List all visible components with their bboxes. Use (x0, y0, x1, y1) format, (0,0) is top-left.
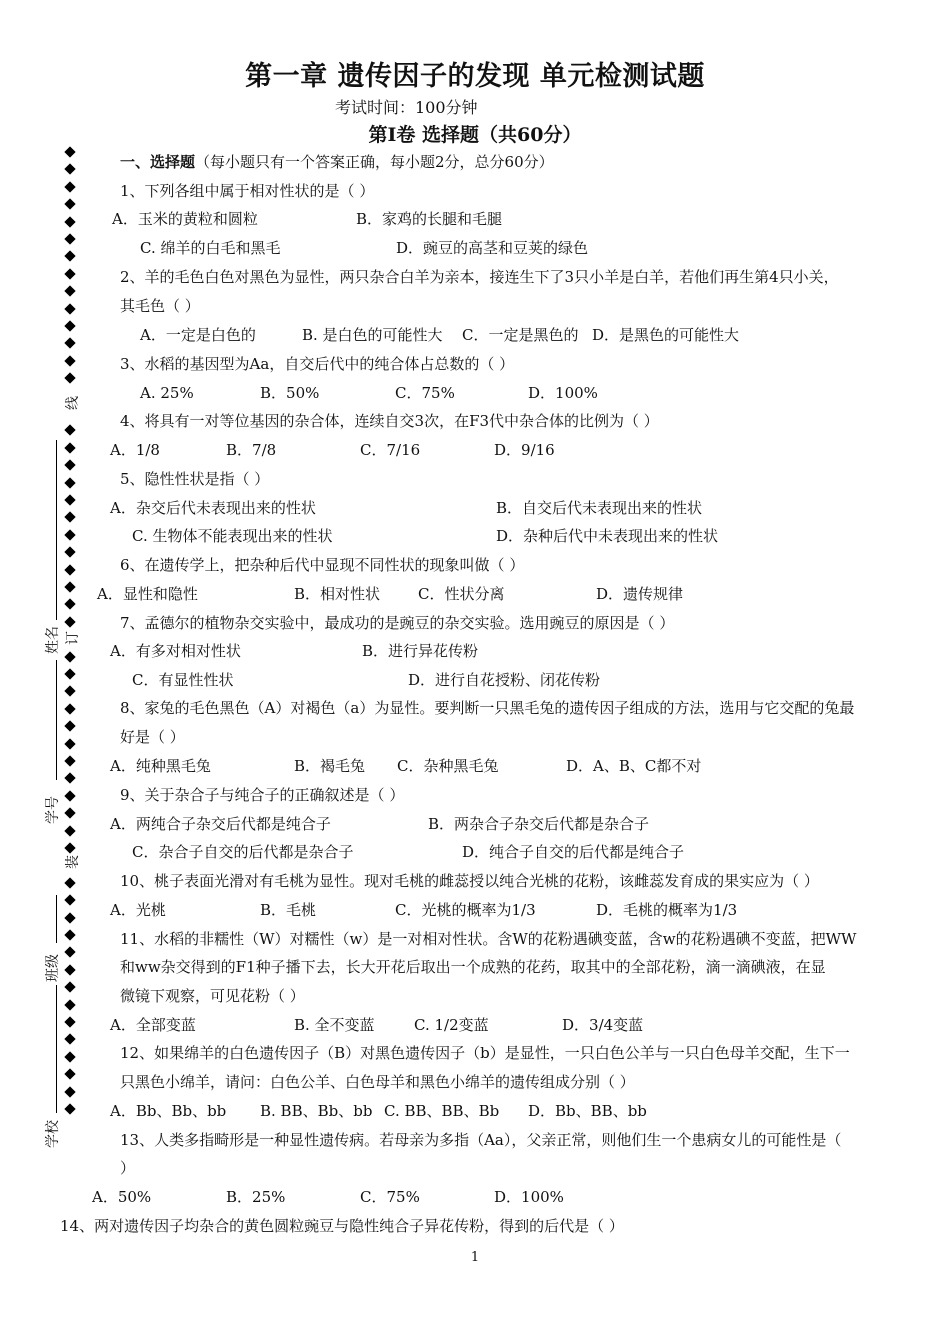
q6-option-c: C．性状分离 (418, 585, 505, 603)
q9-option-a: A．两纯合子杂交后代都是纯合子 (110, 815, 331, 833)
diamond-mark (64, 703, 76, 715)
question-4: 4、将具有一对等位基因的杂合体，连续自交3次，在F3代中杂合体的比例为（ ） (120, 412, 659, 430)
question-8-cont: 好是（ ） (120, 728, 185, 746)
question-5: 5、隐性性状是指（ ） (120, 470, 270, 488)
q1-option-d: D．豌豆的高茎和豆荚的绿色 (396, 239, 589, 257)
q8-option-c: C．杂种黑毛兔 (397, 757, 499, 775)
page-title: 第一章 遗传因子的发现 单元检测试题 (245, 61, 705, 92)
question-8: 8、家兔的毛色黑色（A）对褐色（a）为显性。要判断一只黑毛兔的遗传因子组成的方法，选用与它交配的兔最 (120, 699, 855, 717)
diamond-mark (64, 511, 76, 523)
q5-option-c: C. 生物体不能表现出来的性状 (132, 527, 333, 545)
diamond-mark (64, 546, 76, 558)
diamond-mark (64, 337, 76, 349)
diamond-mark (64, 651, 76, 663)
q8-option-d: D．A、B、C都不对 (566, 757, 702, 775)
diamond-mark (64, 1086, 76, 1098)
diamond-mark (64, 720, 76, 732)
label-class: 班级 (45, 954, 61, 982)
blank-line-name (56, 440, 57, 620)
q5-option-b: B．自交后代未表现出来的性状 (496, 499, 703, 517)
diamond-mark (64, 181, 76, 193)
diamond-mark (64, 999, 76, 1011)
q11-option-b: B. 全不变蓝 (294, 1016, 375, 1034)
diamond-mark (64, 912, 76, 924)
q8-option-a: A．纯种黑毛兔 (110, 757, 211, 775)
q9-option-c: C．杂合子自交的后代都是杂合子 (132, 843, 354, 861)
q4-option-c: C．7/16 (360, 441, 421, 459)
diamond-mark (64, 755, 76, 767)
diamond-mark (64, 355, 76, 367)
q2-option-b: B. 是白色的可能性大 (302, 326, 443, 344)
gutter-char-bind: 订 (65, 631, 81, 645)
q10-option-d: D．毛桃的概率为1/3 (596, 901, 738, 919)
question-11: 11、水稻的非糯性（W）对糯性（w）是一对相对性状。含W的花粉遇碘变蓝，含w的花粉遇碘不变蓝，把WW (120, 930, 857, 948)
exam-time: 考试时间：100分钟 (335, 98, 478, 117)
question-13-cont: ） (120, 1159, 136, 1177)
diamond-mark (64, 581, 76, 593)
diamond-mark (64, 738, 76, 750)
question-14: 14、两对遗传因子均杂合的黄色圆粒豌豆与隐性纯合子异花传粉，得到的后代是（ ） (60, 1217, 624, 1235)
q7-option-b: B．进行异花传粉 (362, 642, 479, 660)
diamond-mark (64, 981, 76, 993)
diamond-mark (64, 233, 76, 245)
q13-option-d: D．100% (494, 1188, 564, 1206)
diamond-mark (64, 459, 76, 471)
q11-option-d: D．3/4变蓝 (562, 1016, 644, 1034)
question-7: 7、孟德尔的植物杂交实验中，最成功的是豌豆的杂交实验。选用豌豆的原因是（ ） (120, 614, 675, 632)
diamond-mark (64, 894, 76, 906)
q12-option-c: C. BB、BB、Bb (384, 1102, 500, 1120)
diamond-mark (64, 616, 76, 628)
question-12-cont: 只黑色小绵羊，请问：白色公羊、白色母羊和黑色小绵羊的遗传组成分别（ ） (120, 1073, 635, 1091)
diamond-mark (64, 268, 76, 280)
q11-option-a: A．全部变蓝 (110, 1016, 196, 1034)
q1-option-a: A．玉米的黄粒和圆粒 (112, 210, 258, 228)
q13-option-b: B．25% (226, 1188, 286, 1206)
q7-option-a: A．有多对相对性状 (110, 642, 241, 660)
diamond-mark (64, 146, 76, 158)
section-title: 第I卷 选择题（共60分） (368, 124, 582, 146)
q12-option-a: A．Bb、Bb、bb (110, 1102, 227, 1120)
q6-option-b: B．相对性状 (294, 585, 381, 603)
q3-option-d: D．100% (528, 384, 598, 402)
question-6: 6、在遗传学上，把杂种后代中显现不同性状的现象叫做（ ） (120, 556, 525, 574)
q12-option-b: B. BB、Bb、bb (260, 1102, 373, 1120)
diamond-mark (64, 685, 76, 697)
q11-option-c: C. 1/2变蓝 (414, 1016, 489, 1034)
q2-option-c: C．一定是黑色的 (462, 326, 579, 344)
q10-option-a: A．光桃 (110, 901, 166, 919)
diamond-mark (64, 424, 76, 436)
q6-option-d: D．遗传规律 (596, 585, 684, 603)
q4-option-a: A．1/8 (110, 441, 160, 459)
diamond-mark (64, 807, 76, 819)
binding-gutter (0, 0, 100, 1344)
question-13: 13、人类多指畸形是一种显性遗传病。若母亲为多指（Aa），父亲正常，则他们生一个患病女儿的可能性是（ (120, 1131, 842, 1149)
diamond-mark (64, 163, 76, 175)
gutter-char-staple: 装 (65, 855, 81, 869)
diamond-mark (64, 964, 76, 976)
diamond-mark (64, 1016, 76, 1028)
blank-line-school (56, 985, 57, 1113)
diamond-mark (64, 442, 76, 454)
diamond-mark (64, 494, 76, 506)
diamond-mark (64, 250, 76, 262)
diamond-mark (64, 198, 76, 210)
diamond-mark (64, 320, 76, 332)
diamond-mark (64, 477, 76, 489)
diamond-mark (64, 529, 76, 541)
diamond-mark (64, 303, 76, 315)
question-11-cont2: 微镜下观察，可见花粉（ ） (120, 987, 305, 1005)
label-name: 姓名 (45, 626, 61, 654)
blank-line-id (56, 660, 57, 780)
diamond-mark (64, 598, 76, 610)
q3-option-b: B．50% (260, 384, 320, 402)
q1-option-c: C. 绵羊的白毛和黑毛 (140, 239, 281, 257)
q7-option-d: D．进行自花授粉、闭花传粉 (408, 671, 601, 689)
gutter-char-line: 线 (65, 396, 81, 410)
q9-option-b: B．两杂合子杂交后代都是杂合子 (428, 815, 650, 833)
q8-option-b: B．褐毛兔 (294, 757, 366, 775)
q10-option-b: B．毛桃 (260, 901, 317, 919)
diamond-mark (64, 1051, 76, 1063)
q3-option-a: A. 25% (140, 384, 194, 402)
diamond-mark (64, 285, 76, 297)
diamond-mark (64, 1033, 76, 1045)
page-number: 1 (470, 1250, 480, 1265)
part-heading-label: 一、选择题 (120, 153, 196, 171)
blank-line-class (56, 895, 57, 943)
diamond-mark (64, 825, 76, 837)
part-heading-note: （每小题只有一个答案正确，每小题2分，总分60分） (195, 153, 554, 171)
q12-option-d: D．Bb、BB、bb (528, 1102, 647, 1120)
q10-option-c: C．光桃的概率为1/3 (395, 901, 536, 919)
diamond-mark (64, 668, 76, 680)
question-9: 9、关于杂合子与纯合子的正确叙述是（ ） (120, 786, 405, 804)
q4-option-d: D．9/16 (494, 441, 555, 459)
q3-option-c: C．75% (395, 384, 455, 402)
q7-option-c: C．有显性性状 (132, 671, 234, 689)
q2-option-a: A．一定是白色的 (140, 326, 256, 344)
question-12: 12、如果绵羊的白色遗传因子（B）对黑色遗传因子（b）是显性，一只白色公羊与一只白色母羊交配，生下一 (120, 1044, 850, 1062)
diamond-mark (64, 1068, 76, 1080)
question-2-cont: 其毛色（ ） (120, 297, 200, 315)
q5-option-a: A．杂交后代未表现出来的性状 (110, 499, 316, 517)
diamond-mark (64, 929, 76, 941)
diamond-mark (64, 372, 76, 384)
diamond-mark (64, 216, 76, 228)
q9-option-d: D．纯合子自交的后代都是纯合子 (462, 843, 685, 861)
q13-option-c: C．75% (360, 1188, 420, 1206)
diamond-mark (64, 1103, 76, 1115)
question-11-cont: 和ww杂交得到的F1种子播下去，长大开花后取出一个成熟的花药，取其中的全部花粉，滴一滴碘液，在显 (120, 958, 826, 976)
diamond-mark (64, 772, 76, 784)
question-10: 10、桃子表面光滑对有毛桃为显性。现对毛桃的雌蕊授以纯合光桃的花粉，该雌蕊发育成的果实应为（ ） (120, 872, 819, 890)
q4-option-b: B．7/8 (226, 441, 277, 459)
label-school: 学校 (45, 1120, 61, 1148)
diamond-mark (64, 790, 76, 802)
question-3: 3、水稻的基因型为Aa，自交后代中的纯合体占总数的（ ） (120, 355, 515, 373)
q5-option-d: D．杂种后代中未表现出来的性状 (496, 527, 719, 545)
label-student-id: 学号 (45, 796, 61, 824)
q1-option-b: B．家鸡的长腿和毛腿 (356, 210, 503, 228)
diamond-mark (64, 877, 76, 889)
q6-option-a: A．显性和隐性 (97, 585, 198, 603)
question-2: 2、羊的毛色白色对黑色为显性，两只杂合白羊为亲本，接连生下了3只小羊是白羊，若他们再生第4只小关， (120, 268, 839, 286)
q2-option-d: D．是黑色的可能性大 (592, 326, 740, 344)
part-heading (120, 152, 554, 172)
diamond-mark (64, 946, 76, 958)
diamond-mark (64, 564, 76, 576)
question-1: 1、下列各组中属于相对性状的是（ ） (120, 182, 375, 200)
diamond-mark (64, 842, 76, 854)
q13-option-a: A．50% (92, 1188, 152, 1206)
